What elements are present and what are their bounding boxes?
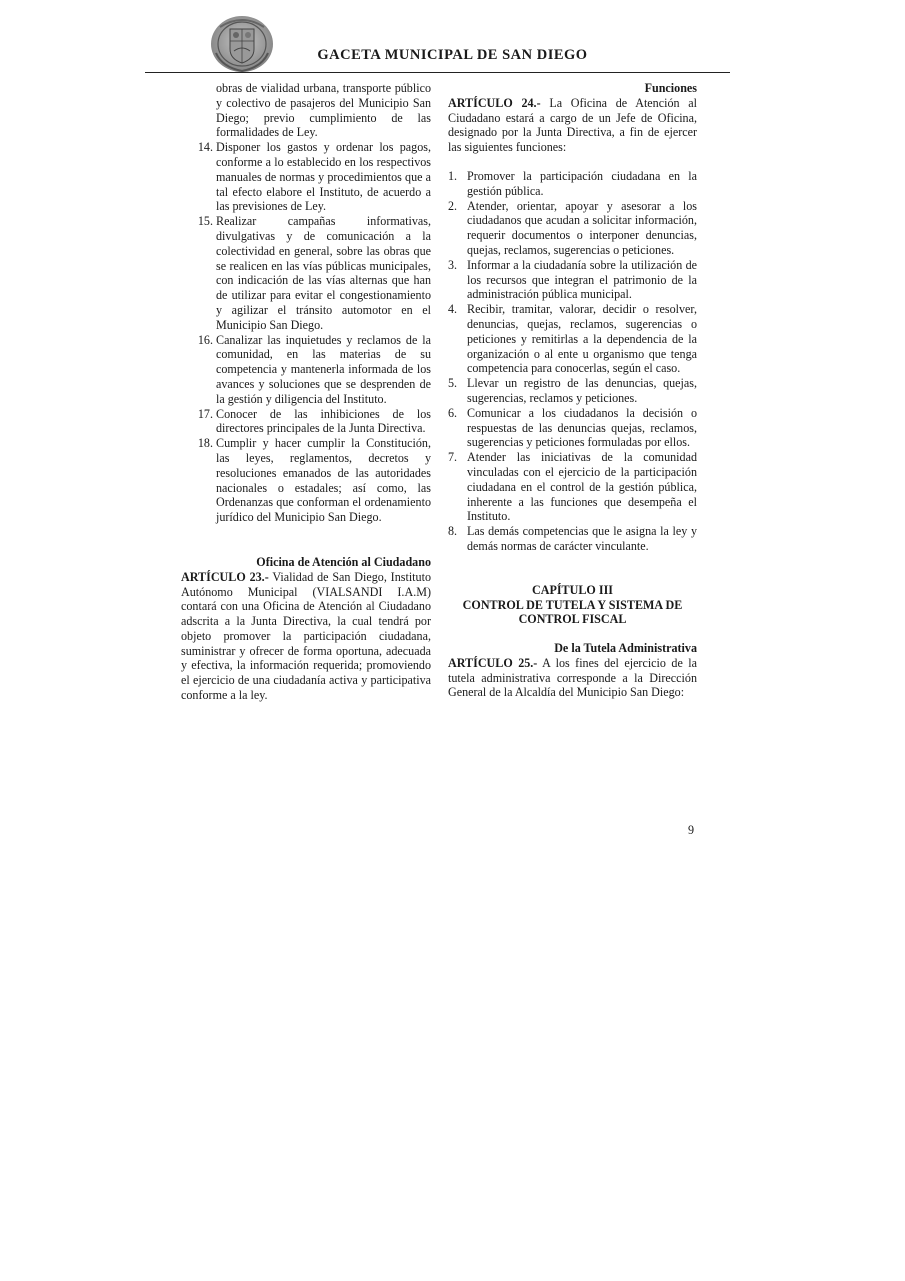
list-item-1 <box>448 169 697 199</box>
list-item-number: 16. <box>197 332 213 347</box>
list-item-number: 4. <box>448 302 458 317</box>
list-item-number: 7. <box>448 450 458 465</box>
list-item-16 <box>181 333 431 407</box>
list-item-text: Comunicar a los ciudadanos la decisión o respuestas de las denuncias quejas, reclamos, sugerencias y peticiones formuladas por ellos. <box>467 405 697 450</box>
list-item-text: Recibir, tramitar, valorar, decidir o resolver, denuncias, quejas, reclamos, sugerencias o peticiones y remitirlas a la dependencia de la organización o al ente u organismo que tenga competencia para conocerlas, según el caso. <box>467 302 697 376</box>
list-item-text: Atender las iniciativas de la comunidad vinculadas con el ejercicio de la participación ciudadana en el control de la gestión pública, inherente a las funciones que desempeña el Instituto. <box>467 450 697 524</box>
list-item-8 <box>448 524 697 554</box>
list-item-17 <box>181 407 431 437</box>
list-item-2 <box>448 199 697 258</box>
list-item-text: Informar a la ciudadanía sobre la utilización de los recursos que integran el patrimonio de la administración pública municipal. <box>467 257 697 302</box>
list-item-number: 17. <box>197 406 213 421</box>
list-item-number: 8. <box>448 524 458 539</box>
list-item-3 <box>448 258 697 302</box>
section-heading-oficina: Oficina de Atención al Ciudadano <box>256 554 431 569</box>
article-text: A los fines del ejercicio de la tutela administrativa corresponde a la Dirección General de la Alcaldía del Municipio San Diego: <box>448 655 697 700</box>
list-item-7 <box>448 450 697 524</box>
article-25 <box>448 656 697 700</box>
list-item-4 <box>448 302 697 376</box>
list-continuation: obras de vialidad urbana, transporte público y colectivo de pasajeros del Municipio San Diego; previo cumplimiento de las formalidades de Ley. <box>216 81 431 140</box>
left-column <box>181 81 431 703</box>
functions-list-continued <box>181 140 431 525</box>
article-label: ARTÍCULO 24.- <box>448 95 541 110</box>
municipal-seal-icon <box>210 15 274 73</box>
list-item-14 <box>181 140 431 214</box>
article-text: La Oficina de Atención al Ciudadano estará a cargo de un Jefe de Oficina, designado por la Junta Directiva, a fin de ejercer las siguientes funciones: <box>448 95 697 155</box>
section-heading-tutela: De la Tutela Administrativa <box>554 641 697 656</box>
article-text: Vialidad de San Diego, Instituto Autónomo Municipal (VIALSANDI I.A.M) contará con una Oficina de Atención al Ciudadano adscrita a la Junta Directiva, la cual tendrá por objeto promover la participación ciudadana, suministrar y ofrecer de forma oportuna, adecuada y efectiva, la información requerida; promoviendo el ejercicio de una ciudadanía activa y participativa conforme a la ley. <box>181 569 431 703</box>
article-label: ARTÍCULO 23.- <box>181 569 269 584</box>
list-item-5 <box>448 376 697 406</box>
section-heading-funciones: Funciones <box>644 81 697 95</box>
chapter-number: CAPÍTULO III <box>532 582 613 597</box>
list-item-number: 14. <box>197 140 213 155</box>
page-number: 9 <box>688 823 695 837</box>
list-item-number: 2. <box>448 198 458 213</box>
list-item-18 <box>181 436 431 525</box>
list-item-number: 18. <box>197 436 213 451</box>
list-item-text: Conocer de las inhibiciones de los directores principales de la Junta Directiva. <box>216 406 431 436</box>
list-item-text: Atender, orientar, apoyar y asesorar a los ciudadanos que acudan a solicitar información, requerir documentos o interponer denuncias, quejas, reclamos, sugerencias o peticiones. <box>467 198 697 257</box>
article-label: ARTÍCULO 25.- <box>448 655 538 670</box>
list-item-number: 1. <box>448 168 458 183</box>
list-item-text: Disponer los gastos y ordenar los pagos, conforme a lo establecido en los respectivos manuales de normas y procedimientos que a tal efecto elabore el Instituto, de acuerdo a las previsiones de Ley. <box>216 140 431 214</box>
article-24 <box>448 96 697 155</box>
list-item-number: 3. <box>448 257 458 272</box>
list-item-text: Cumplir y hacer cumplir la Constitución, las leyes, reglamentos, decretos y resoluciones emanados de las autoridades nacionales o estadales; así como, las Ordenanzas que conforman el ordenamiento jurídico del Municipio San Diego. <box>216 436 431 525</box>
list-item-6 <box>448 406 697 450</box>
list-item-number: 5. <box>448 376 458 391</box>
list-item-text: Promover la participación ciudadana en la gestión pública. <box>467 168 697 198</box>
list-item-number: 6. <box>448 405 458 420</box>
header-divider <box>145 72 730 73</box>
functions-list <box>448 169 697 554</box>
list-item-text: Realizar campañas informativas, divulgativas y de comunicación a la colectividad en general, sobre las obras que se realicen en las vías públicas municipales, con indicación de las vías alternas que han de utilizar para evitar el congestionamiento y agilizar el tránsito automotor en el Municipio San Diego. <box>216 214 431 332</box>
chapter-title: CONTROL DE TUTELA Y SISTEMA DE CONTROL FISCAL <box>462 597 683 627</box>
list-item-number: 15. <box>197 214 213 229</box>
list-item-15 <box>181 214 431 332</box>
list-item-text: Las demás competencias que le asigna la ley y demás normas de carácter vinculante. <box>467 524 697 553</box>
list-item-text: Canalizar las inquietudes y reclamos de la comunidad, en las materias de su competencia y mantenerla informada de los avances y soluciones que se desprenden de la gestión y diligencia del Instituto. <box>216 332 431 406</box>
gazette-title: GACETA MUNICIPAL DE SAN DIEGO <box>317 47 588 63</box>
right-column <box>448 81 697 700</box>
article-23 <box>181 570 431 703</box>
list-item-text: Llevar un registro de las denuncias, quejas, sugerencias, reclamos y peticiones. <box>467 376 697 405</box>
